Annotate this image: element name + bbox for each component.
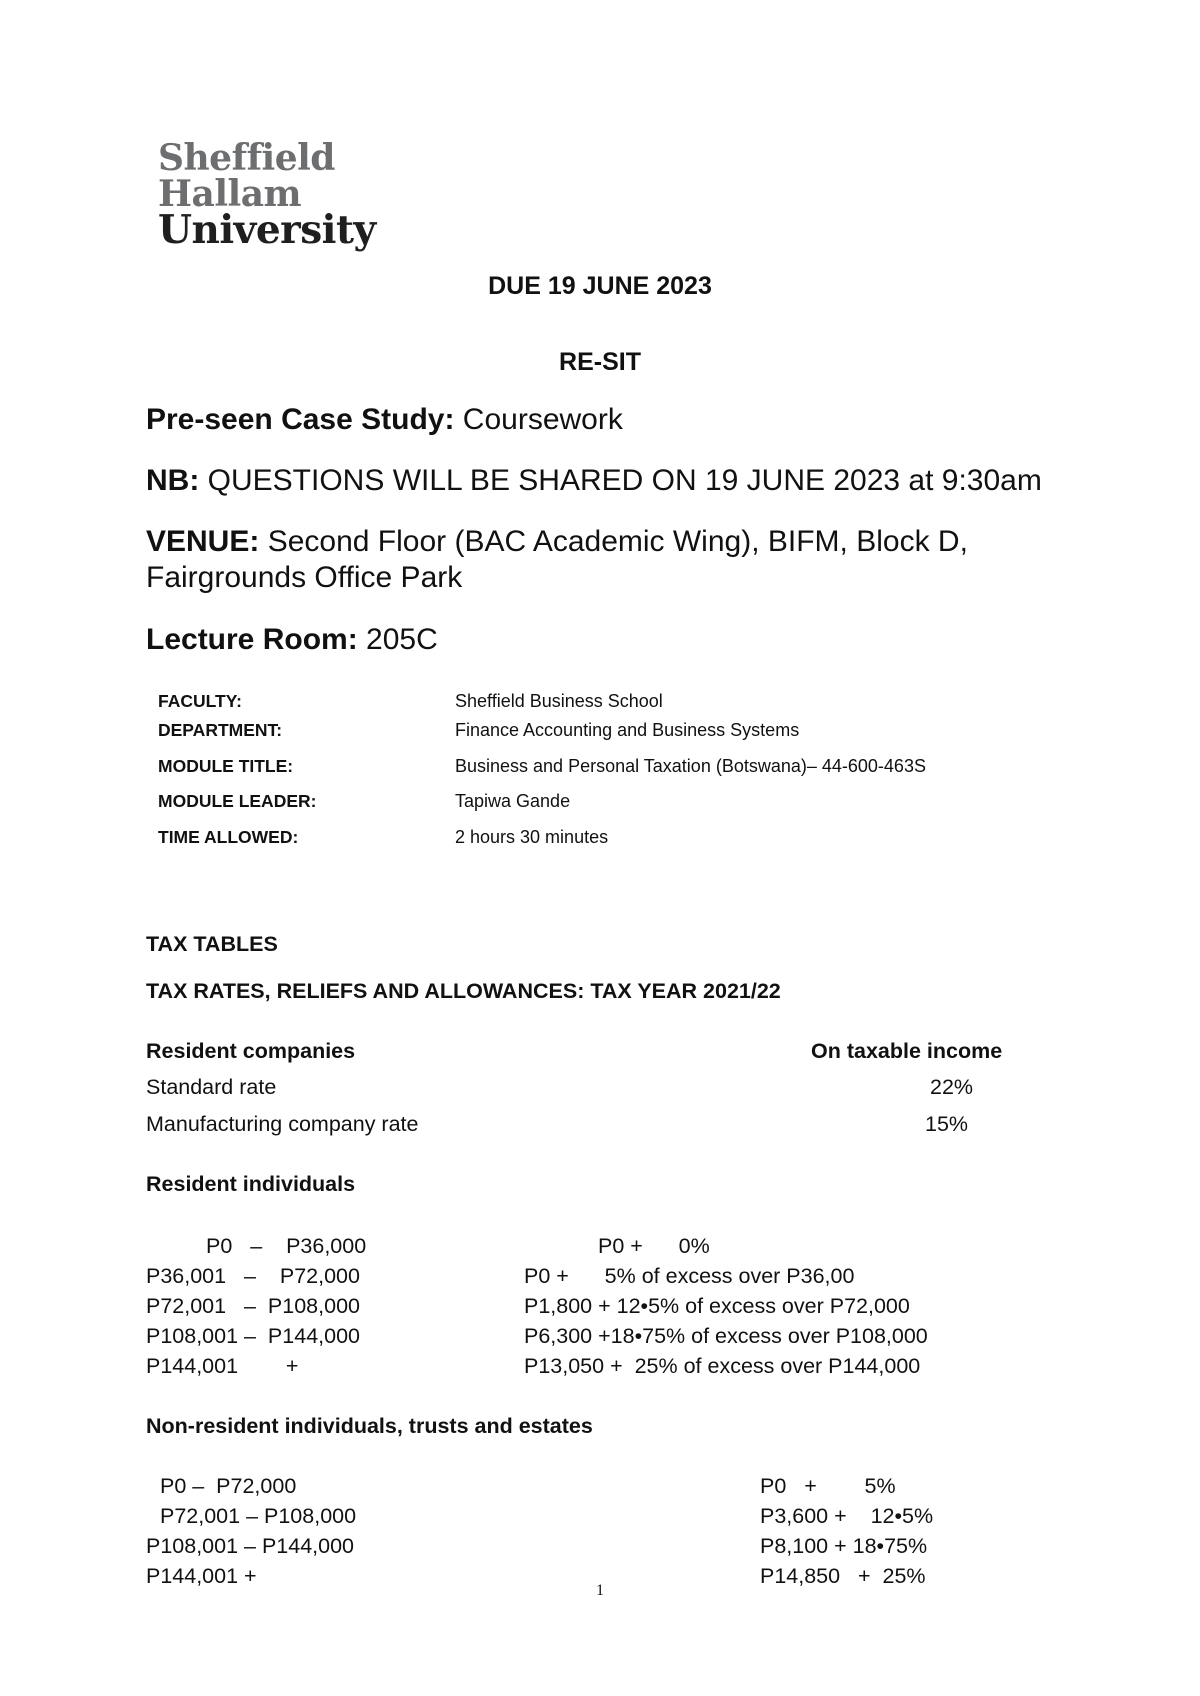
- individual-band-4: P108,001 – P144,000: [146, 1324, 360, 1348]
- company-rate-label-manufacturing: Manufacturing company rate: [146, 1112, 419, 1136]
- individual-tax-3: P1,800 + 12•5% of excess over P72,000: [524, 1294, 910, 1318]
- individual-band-2: P36,001 – P72,000: [146, 1264, 360, 1288]
- non-resident-band-3: P108,001 – P144,000: [146, 1534, 355, 1558]
- venue-value: Second Floor (BAC Academic Wing), BIFM, Block D,: [259, 525, 968, 558]
- meta-label-module-leader: MODULE LEADER:: [158, 791, 317, 811]
- meta-value-faculty: Sheffield Business School: [455, 691, 663, 711]
- resident-individuals-heading: Resident individuals: [146, 1172, 356, 1196]
- university-logo: [158, 137, 376, 253]
- individual-tax-4: P6,300 +18•75% of excess over P108,000: [524, 1324, 928, 1348]
- due-date-heading: DUE 19 JUNE 2023: [488, 272, 712, 300]
- meta-label-module-title: MODULE TITLE:: [158, 756, 294, 776]
- non-resident-tax-2: P3,600 + 12•5%: [760, 1504, 934, 1528]
- individual-tax-2: P0 + 5% of excess over P36,00: [524, 1264, 855, 1288]
- venue-line-2: Fairgrounds Office Park: [146, 561, 463, 594]
- nb-label: NB:: [146, 464, 200, 497]
- lecture-room-value: 205C: [357, 623, 438, 656]
- venue-label: VENUE:: [146, 525, 260, 558]
- company-rate-label-standard: Standard rate: [146, 1075, 277, 1099]
- venue-line: [146, 524, 968, 560]
- resit-heading: RE-SIT: [559, 348, 641, 376]
- meta-label-time-allowed: TIME ALLOWED:: [158, 827, 299, 847]
- resident-companies-heading: Resident companies: [146, 1039, 356, 1063]
- tax-tables-title: TAX TABLES: [146, 932, 278, 956]
- logo-line-hallam: Hallam: [158, 173, 302, 215]
- case-study-line: [146, 402, 623, 438]
- individual-band-5: P144,001 +: [146, 1354, 299, 1378]
- non-resident-heading: Non-resident individuals, trusts and estates: [146, 1414, 593, 1438]
- individual-tax-5: P13,050 + 25% of excess over P144,000: [524, 1354, 921, 1378]
- tax-rates-title: TAX RATES, RELIEFS AND ALLOWANCES: TAX YEAR 2021/22: [146, 979, 781, 1003]
- non-resident-band-4: P144,001 +: [146, 1564, 257, 1588]
- individual-tax-1: P0 + 0%: [598, 1234, 710, 1258]
- lecture-room-line: [146, 622, 438, 658]
- taxable-income-column-heading: On taxable income: [811, 1039, 1003, 1063]
- meta-value-time-allowed: 2 hours 30 minutes: [455, 827, 609, 847]
- nb-line: [146, 463, 1042, 499]
- logo-line-university: University: [158, 207, 376, 253]
- non-resident-tax-4: P14,850 + 25%: [760, 1564, 926, 1588]
- non-resident-band-1: P0 – P72,000: [160, 1474, 297, 1498]
- logo-line-sheffield: Sheffield: [158, 137, 335, 179]
- nb-value: QUESTIONS WILL BE SHARED ON 19 JUNE 2023 at 9:30am: [199, 464, 1042, 497]
- meta-label-faculty: FACULTY:: [158, 691, 242, 711]
- case-study-label: Pre-seen Case Study:: [146, 403, 455, 436]
- meta-value-module-leader: Tapiwa Gande: [455, 791, 571, 811]
- company-rate-value-manufacturing: 15%: [925, 1112, 969, 1136]
- case-study-value: Coursework: [454, 403, 623, 436]
- meta-value-department: Finance Accounting and Business Systems: [455, 720, 800, 740]
- non-resident-tax-1: P0 + 5%: [760, 1474, 896, 1498]
- page-number: 1: [596, 1582, 604, 1599]
- meta-label-department: DEPARTMENT:: [158, 720, 283, 740]
- company-rate-value-standard: 22%: [930, 1075, 974, 1099]
- meta-value-module-title: Business and Personal Taxation (Botswana)– 44-600-463S: [455, 756, 926, 776]
- individual-band-1: P0 – P36,000: [206, 1234, 367, 1258]
- non-resident-tax-3: P8,100 + 18•75%: [760, 1534, 928, 1558]
- non-resident-band-2: P72,001 – P108,000: [160, 1504, 357, 1528]
- individual-band-3: P72,001 – P108,000: [146, 1294, 360, 1318]
- lecture-room-label: Lecture Room:: [146, 623, 358, 656]
